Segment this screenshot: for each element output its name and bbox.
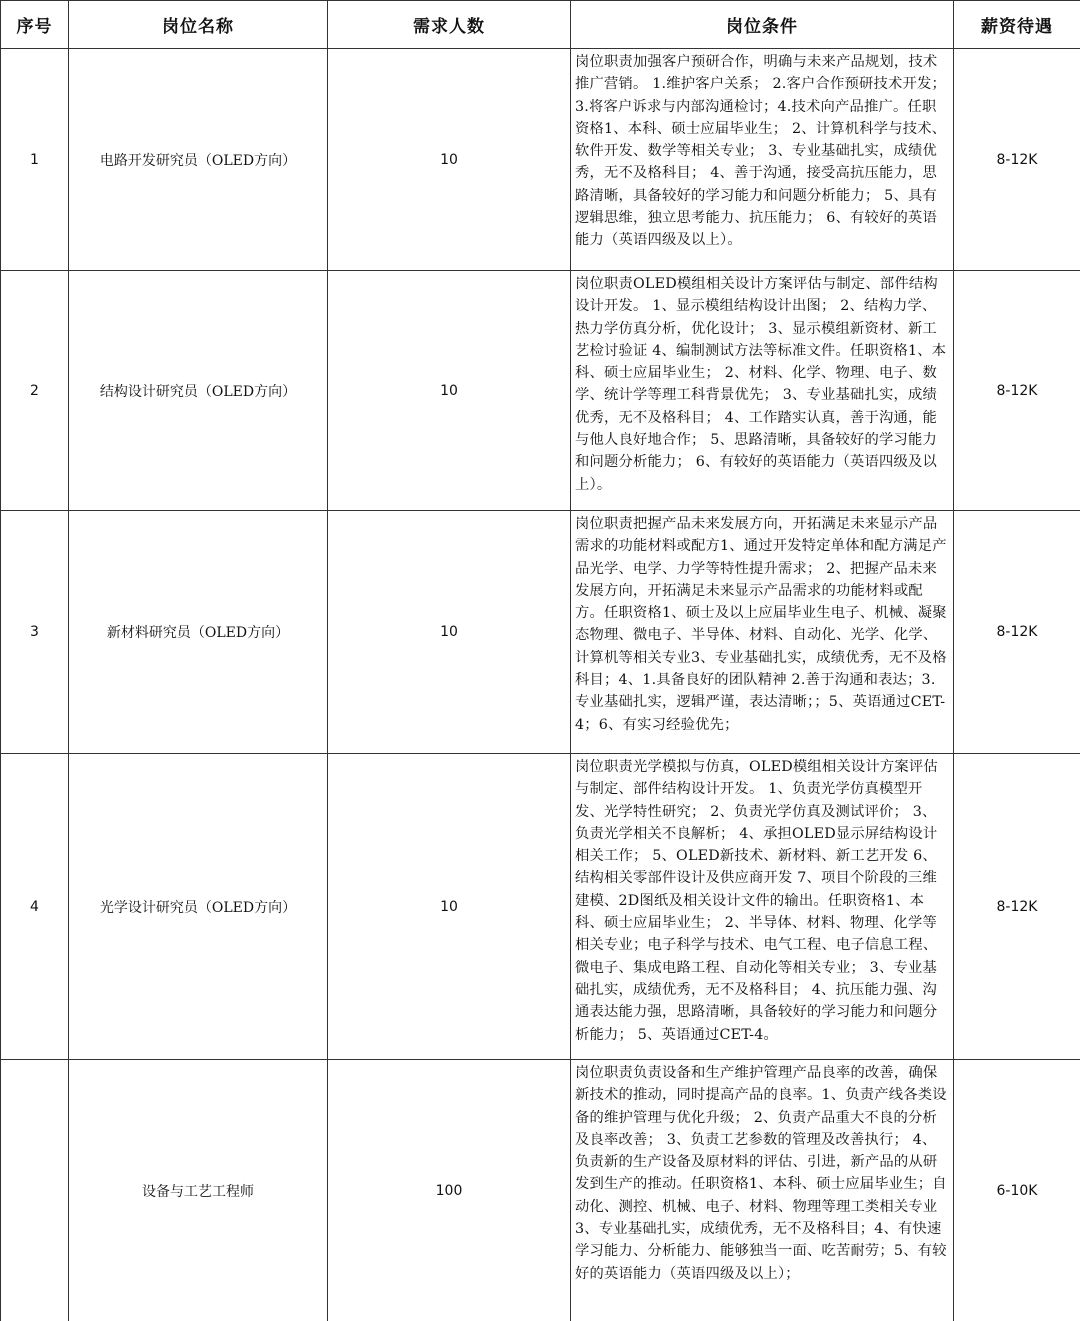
header-seq: 序号 [1, 1, 69, 49]
row-requirements: 岗位职责OLED模组相关设计方案评估与制定、部件结构设计开发。 1、显示模组结构设计出图； 2、结构力学、热力学仿真分析，优化设计； 3、显示模组新资材、新工艺检讨验证 4、编制测试方法等标准文件。任职资格1、本科、硕士应届毕业生； 2、材料、化学、物理、电子、数学、统计学等理工科背景优先； 3、专业基础扎实，成绩优秀，无不及格科目； 4、工作踏实认真，善于沟通，能与他人良好地合作； 5、思路清晰，具备较好的学习能力和问题分析能力； 6、有较好的英语能力（英语四级及以上）。 [571, 271, 954, 511]
row-headcount: 10 [328, 49, 571, 271]
row-position-name: 光学设计研究员（OLED方向） [69, 754, 328, 1060]
header-headcount: 需求人数 [328, 1, 571, 49]
row-salary: 8-12K [954, 49, 1080, 271]
row-position-name: 电路开发研究员（OLED方向） [69, 49, 328, 271]
header-requirements: 岗位条件 [571, 1, 954, 49]
header-salary: 薪资待遇 [954, 1, 1080, 49]
table-row [1, 511, 1080, 754]
row-seq: 3 [1, 511, 69, 754]
row-headcount: 100 [328, 1060, 571, 1321]
row-salary: 8-12K [954, 511, 1080, 754]
row-position-name: 结构设计研究员（OLED方向） [69, 271, 328, 511]
header-position-name: 岗位名称 [69, 1, 328, 49]
row-headcount: 10 [328, 754, 571, 1060]
row-seq: 2 [1, 271, 69, 511]
row-requirements: 岗位职责把握产品未来发展方向，开拓满足未来显示产品需求的功能材料或配方1、通过开发特定单体和配方满足产品光学、电学、力学等特性提升需求； 2、把握产品未来发展方向，开拓满足未来显示产品需求的功能材料或配方。任职资格1、硕士及以上应届毕业生电子、机械、凝聚态物理、微电子、半导体、材料、自动化、光学、化学、计算机等相关专业3、专业基础扎实，成绩优秀，无不及格科目；4、1.具备良好的团队精神 2.善于沟通和表达；3.专业基础扎实，逻辑严谨，表达清晰；；5、英语通过CET-4；6、有实习经验优先； [571, 511, 954, 754]
row-headcount: 10 [328, 511, 571, 754]
row-requirements: 岗位职责加强客户预研合作，明确与未来产品规划，技术推广营销。 1.维护客户关系； 2.客户合作预研技术开发； 3.将客户诉求与内部沟通检讨；4.技术向产品推广。任职资格1、本科、硕士应届毕业生； 2、计算机科学与技术、软件开发、数学等相关专业； 3、专业基础扎实，成绩优秀，无不及格科目； 4、善于沟通，接受高抗压能力，思路清晰，具备较好的学习能力和问题分析能力； 5、具有逻辑思维，独立思考能力、抗压能力； 6、有较好的英语能力（英语四级及以上）。 [571, 49, 954, 271]
row-position-name: 设备与工艺工程师 [69, 1060, 328, 1321]
row-requirements: 岗位职责光学模拟与仿真，OLED模组相关设计方案评估与制定、部件结构设计开发。 1、负责光学仿真模型开发、光学特性研究； 2、负责光学仿真及测试评价； 3、负责光学相关不良解析； 4、承担OLED显示屏结构设计相关工作； 5、OLED新技术、新材料、新工艺开发 6、结构相关零部件设计及供应商开发 7、项目个阶段的三维建模、2D图纸及相关设计文件的输出。任职资格1、本科、硕士应届毕业生； 2、半导体、材料、物理、化学等相关专业；电子科学与技术、电气工程、电子信息工程、微电子、集成电路工程、自动化等相关专业； 3、专业基础扎实，成绩优秀，无不及格科目； 4、抗压能力强、沟通表达能力强，思路清晰，具备较好的学习能力和问题分析能力； 5、英语通过CET-4。 [571, 754, 954, 1060]
table-row [1, 271, 1080, 511]
table-header-row [1, 1, 1080, 49]
row-salary: 8-12K [954, 271, 1080, 511]
row-position-name: 新材料研究员（OLED方向） [69, 511, 328, 754]
row-requirements: 岗位职责负责设备和生产维护管理产品良率的改善，确保新技术的推动，同时提高产品的良率。1、负责产线各类设备的维护管理与优化升级； 2、负责产品重大不良的分析及良率改善； 3、负责工艺参数的管理及改善执行； 4、负责新的生产设备及原材料的评估、引进，新产品的从研发到生产的推动。任职资格1、本科、硕士应届毕业生；自动化、测控、机械、电子、材料、物理等理工类相关专业3、专业基础扎实，成绩优秀，无不及格科目；4、有快速学习能力、分析能力、能够独当一面、吃苦耐劳；5、有较好的英语能力（英语四级及以上）； [571, 1060, 954, 1321]
table-row [1, 754, 1080, 1060]
row-salary: 6-10K [954, 1060, 1080, 1321]
row-seq [1, 1060, 69, 1321]
row-seq: 4 [1, 754, 69, 1060]
table-row [1, 1060, 1080, 1321]
table-row [1, 49, 1080, 271]
row-seq: 1 [1, 49, 69, 271]
row-headcount: 10 [328, 271, 571, 511]
row-salary: 8-12K [954, 754, 1080, 1060]
